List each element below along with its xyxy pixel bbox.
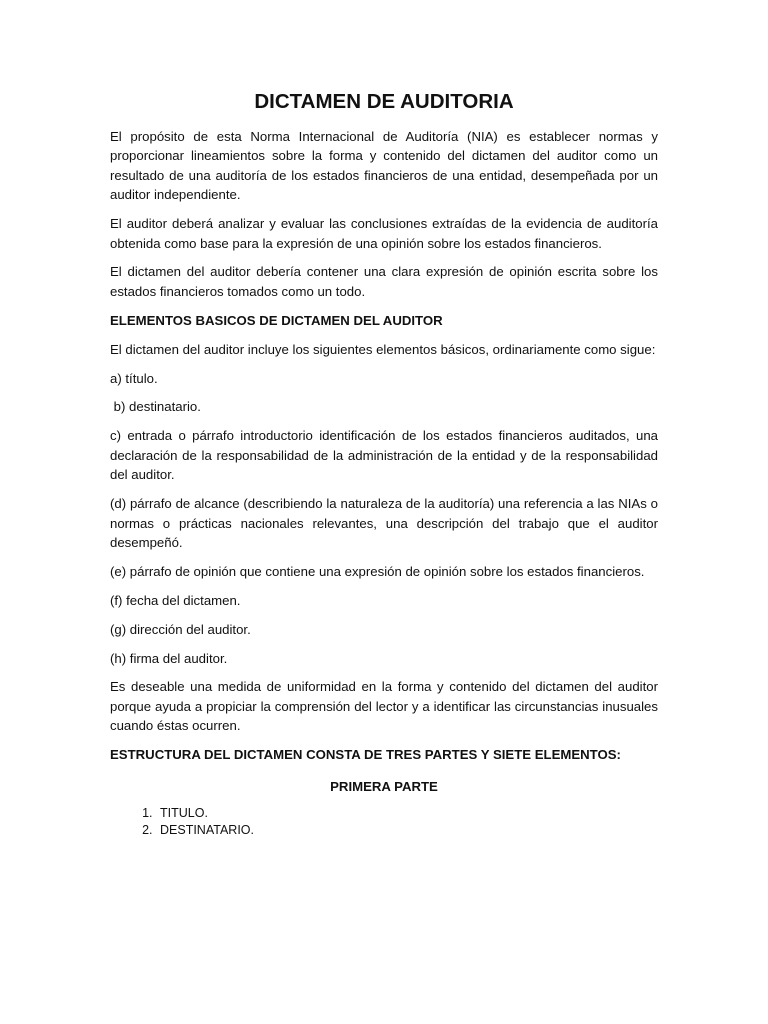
document-title: DICTAMEN DE AUDITORIA	[254, 90, 514, 113]
element-item-e: (e) párrafo de opinión que contiene una expresión de opinión sobre los estados financieros.	[110, 563, 645, 579]
element-item-g: (g) dirección del auditor.	[110, 621, 251, 637]
paragraph-elements-intro: El dictamen del auditor incluye los siguientes elementos básicos, ordinariamente como sigue:	[110, 341, 656, 357]
document-page	[110, 88, 658, 840]
numbered-list	[110, 805, 658, 840]
list-item: 1. TITULO.	[156, 805, 658, 823]
element-item-c: c) entrada o párrafo introductorio identificación de los estados financieros auditados, una declaración de la responsabilidad de la administración de la entidad y de la responsabilidad del auditor.	[110, 428, 658, 483]
heading-basic-elements: ELEMENTOS BASICOS DE DICTAMEN DEL AUDITOR	[110, 312, 443, 328]
paragraph-purpose: El propósito de esta Norma Internacional de Auditoría (NIA) es establecer normas y proporcionar lineamientos sobre la forma y contenido del dictamen del auditor como un resultado de una auditoría de los estados financieros de una entidad, desempeñada por un auditor independiente.	[110, 129, 658, 203]
heading-structure: ESTRUCTURA DEL DICTAMEN CONSTA DE TRES PARTES Y SIETE ELEMENTOS:	[110, 747, 621, 763]
element-item-a: a) título.	[110, 370, 158, 386]
paragraph-opinion: El dictamen del auditor debería contener una clara expresión de opinión escrita sobre los estados financieros tomados como un todo.	[110, 264, 658, 299]
element-item-b: b) destinatario.	[110, 399, 201, 415]
paragraph-analysis: El auditor deberá analizar y evaluar las conclusiones extraídas de la evidencia de auditoría obtenida como base para la expresión de una opinión sobre los estados financieros.	[110, 216, 658, 251]
list-item: 2. DESTINATARIO.	[156, 822, 658, 840]
element-item-h: (h) firma del auditor.	[110, 650, 228, 666]
element-item-d: (d) párrafo de alcance (describiendo la naturaleza de la auditoría) una referencia a las NIAs o normas o prácticas nacionales relevantes, una descripción del trabajo que el auditor desempeñó.	[110, 496, 658, 550]
section-title-first-part: PRIMERA PARTE	[330, 778, 438, 794]
element-item-f: (f) fecha del dictamen.	[110, 592, 241, 608]
paragraph-uniformity: Es deseable una medida de uniformidad en la forma y contenido del dictamen del auditor porque ayuda a propiciar la comprensión del lector y a identificar las circunstancias inusuales cuando éstas ocurren.	[110, 679, 658, 734]
